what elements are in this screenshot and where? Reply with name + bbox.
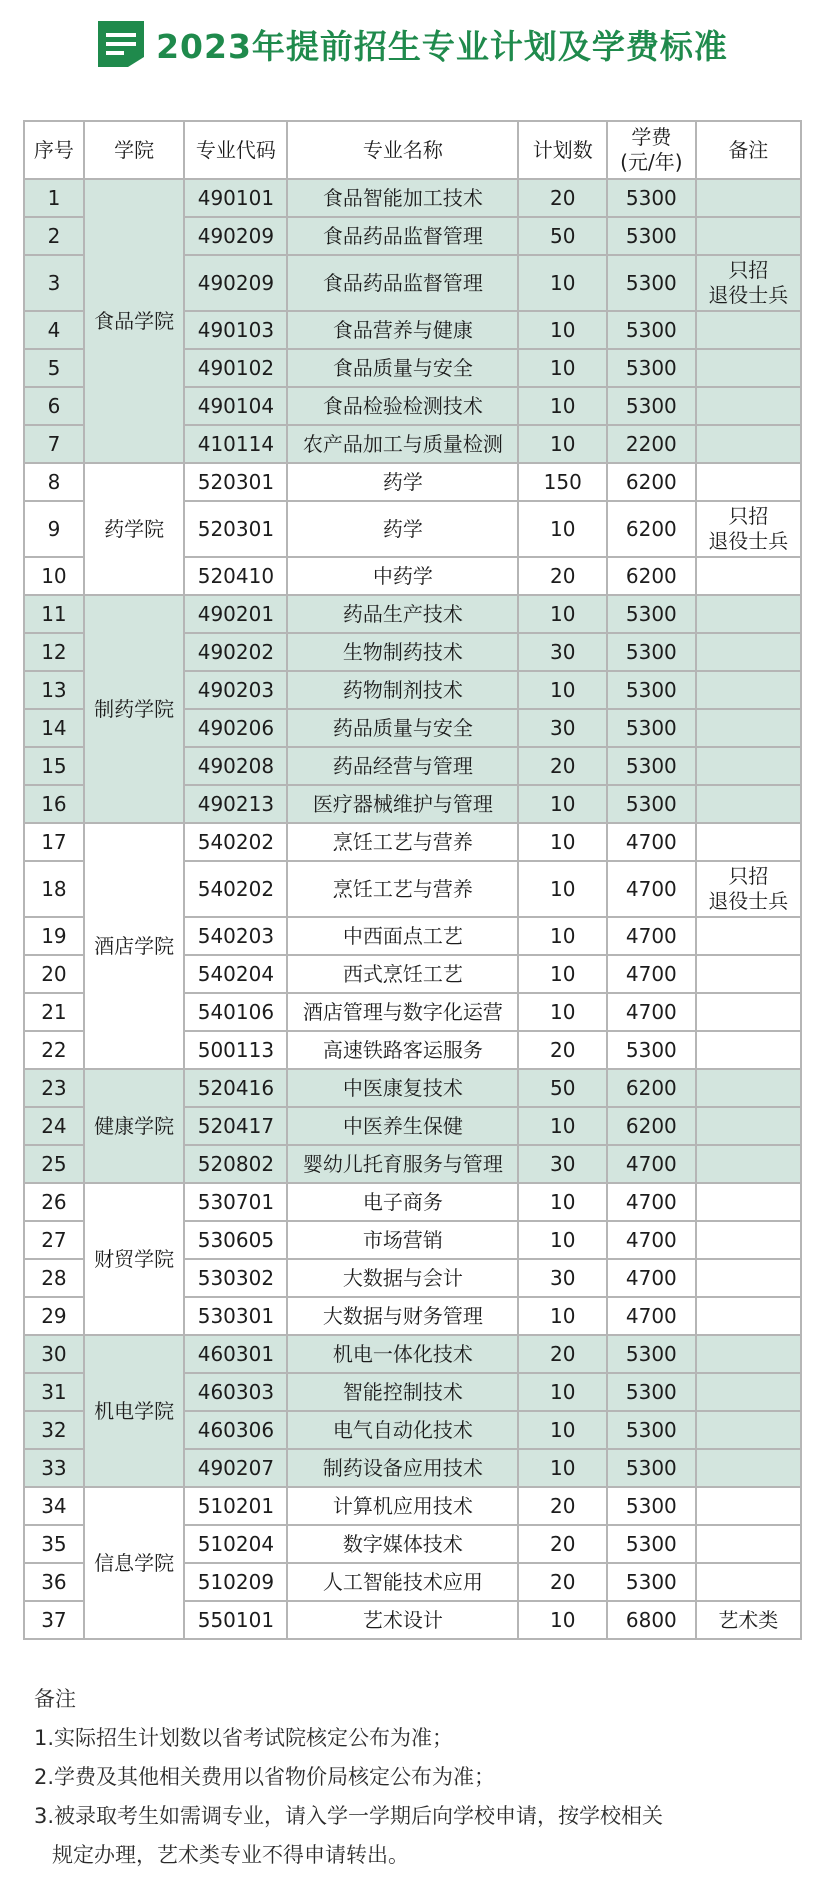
major-code: 460301 bbox=[184, 1335, 287, 1373]
remark-cell bbox=[696, 425, 801, 463]
remark-text: 退役士兵 bbox=[708, 889, 789, 913]
major-name: 食品药品监督管理 bbox=[287, 217, 518, 255]
major-code: 490104 bbox=[184, 387, 287, 425]
plan-count: 10 bbox=[518, 671, 607, 709]
major-code: 460306 bbox=[184, 1411, 287, 1449]
row-no: 18 bbox=[24, 861, 84, 917]
major-name: 食品检验检测技术 bbox=[287, 387, 518, 425]
remark-cell bbox=[696, 1373, 801, 1411]
row-no: 19 bbox=[24, 917, 84, 955]
major-name: 数字媒体技术 bbox=[287, 1525, 518, 1563]
row-no: 17 bbox=[24, 823, 84, 861]
major-name: 药品生产技术 bbox=[287, 595, 518, 633]
college-cell: 酒店学院 bbox=[84, 823, 185, 1069]
plan-count: 10 bbox=[518, 425, 607, 463]
remark-cell bbox=[696, 1487, 801, 1525]
major-code: 490102 bbox=[184, 349, 287, 387]
major-name: 中西面点工艺 bbox=[287, 917, 518, 955]
major-name: 药学 bbox=[287, 501, 518, 557]
major-name: 大数据与财务管理 bbox=[287, 1297, 518, 1335]
plan-count: 20 bbox=[518, 1031, 607, 1069]
major-name: 中药学 bbox=[287, 557, 518, 595]
plan-count: 10 bbox=[518, 595, 607, 633]
college-cell: 信息学院 bbox=[84, 1487, 185, 1639]
major-code: 490103 bbox=[184, 311, 287, 349]
remark-cell bbox=[696, 861, 801, 917]
plan-count: 10 bbox=[518, 955, 607, 993]
tuition-fee: 5300 bbox=[607, 1335, 696, 1373]
tuition-fee: 5300 bbox=[607, 747, 696, 785]
remark-cell bbox=[696, 387, 801, 425]
tuition-fee: 5300 bbox=[607, 1525, 696, 1563]
plan-count: 30 bbox=[518, 633, 607, 671]
college-cell: 机电学院 bbox=[84, 1335, 185, 1487]
tuition-fee: 5300 bbox=[607, 1449, 696, 1487]
remark-cell bbox=[696, 179, 801, 217]
remark-cell bbox=[696, 993, 801, 1031]
tuition-fee: 5300 bbox=[607, 1031, 696, 1069]
major-code: 460303 bbox=[184, 1373, 287, 1411]
remark-cell bbox=[696, 311, 801, 349]
major-code: 530701 bbox=[184, 1183, 287, 1221]
tuition-fee: 2200 bbox=[607, 425, 696, 463]
plan-count: 20 bbox=[518, 747, 607, 785]
remark-cell bbox=[696, 747, 801, 785]
tuition-fee: 5300 bbox=[607, 311, 696, 349]
remark-cell bbox=[696, 1449, 801, 1487]
row-no: 7 bbox=[24, 425, 84, 463]
remark-cell bbox=[696, 1183, 801, 1221]
row-no: 20 bbox=[24, 955, 84, 993]
remark-text: 退役士兵 bbox=[708, 529, 789, 553]
notes-heading: 备注 bbox=[34, 1687, 76, 1711]
major-code: 520301 bbox=[184, 463, 287, 501]
remark-cell bbox=[696, 501, 801, 557]
college-cell: 财贸学院 bbox=[84, 1183, 185, 1335]
row-no: 35 bbox=[24, 1525, 84, 1563]
remark-cell bbox=[696, 1221, 801, 1259]
plan-count: 10 bbox=[518, 823, 607, 861]
row-no: 33 bbox=[24, 1449, 84, 1487]
header-fee-line2: (元/年) bbox=[620, 150, 683, 174]
major-code: 520802 bbox=[184, 1145, 287, 1183]
tuition-fee: 6200 bbox=[607, 501, 696, 557]
major-code: 530301 bbox=[184, 1297, 287, 1335]
tuition-fee: 5300 bbox=[607, 633, 696, 671]
plan-count: 10 bbox=[518, 1449, 607, 1487]
tuition-fee: 5300 bbox=[607, 595, 696, 633]
major-name: 婴幼儿托育服务与管理 bbox=[287, 1145, 518, 1183]
major-code: 490213 bbox=[184, 785, 287, 823]
tuition-fee: 4700 bbox=[607, 1221, 696, 1259]
major-name: 生物制药技术 bbox=[287, 633, 518, 671]
plan-count: 20 bbox=[518, 1487, 607, 1525]
major-name: 制药设备应用技术 bbox=[287, 1449, 518, 1487]
plan-count: 30 bbox=[518, 1259, 607, 1297]
tuition-fee: 4700 bbox=[607, 917, 696, 955]
notes-section bbox=[34, 1680, 794, 1875]
plan-count: 10 bbox=[518, 387, 607, 425]
major-name: 中医养生保健 bbox=[287, 1107, 518, 1145]
plan-count: 50 bbox=[518, 1069, 607, 1107]
major-name: 人工智能技术应用 bbox=[287, 1563, 518, 1601]
plan-count: 10 bbox=[518, 255, 607, 311]
page-header bbox=[0, 12, 822, 76]
plan-count: 10 bbox=[518, 1297, 607, 1335]
remark-cell bbox=[696, 1297, 801, 1335]
remark-cell bbox=[696, 217, 801, 255]
major-name: 食品质量与安全 bbox=[287, 349, 518, 387]
major-code: 520410 bbox=[184, 557, 287, 595]
major-name: 大数据与会计 bbox=[287, 1259, 518, 1297]
remark-cell bbox=[696, 955, 801, 993]
remark-cell bbox=[696, 1525, 801, 1563]
major-name: 食品营养与健康 bbox=[287, 311, 518, 349]
table-row bbox=[24, 1335, 801, 1373]
table-row bbox=[24, 1183, 801, 1221]
tuition-fee: 5300 bbox=[607, 709, 696, 747]
college-cell: 食品学院 bbox=[84, 179, 185, 463]
remark-cell bbox=[696, 349, 801, 387]
tuition-fee: 4700 bbox=[607, 1297, 696, 1335]
row-no: 28 bbox=[24, 1259, 84, 1297]
plan-count: 10 bbox=[518, 1221, 607, 1259]
row-no: 14 bbox=[24, 709, 84, 747]
table-row bbox=[24, 823, 801, 861]
major-code: 490203 bbox=[184, 671, 287, 709]
row-no: 37 bbox=[24, 1601, 84, 1639]
row-no: 13 bbox=[24, 671, 84, 709]
row-no: 3 bbox=[24, 255, 84, 311]
plan-count: 20 bbox=[518, 1525, 607, 1563]
major-code: 540203 bbox=[184, 917, 287, 955]
major-name: 烹饪工艺与营养 bbox=[287, 823, 518, 861]
tuition-fee: 5300 bbox=[607, 671, 696, 709]
row-no: 29 bbox=[24, 1297, 84, 1335]
major-code: 540202 bbox=[184, 823, 287, 861]
remark-cell bbox=[696, 709, 801, 747]
remark-cell bbox=[696, 823, 801, 861]
tuition-fee: 4700 bbox=[607, 1183, 696, 1221]
plan-count: 20 bbox=[518, 1335, 607, 1373]
row-no: 11 bbox=[24, 595, 84, 633]
plan-count: 30 bbox=[518, 709, 607, 747]
row-no: 10 bbox=[24, 557, 84, 595]
row-no: 32 bbox=[24, 1411, 84, 1449]
plan-count: 10 bbox=[518, 501, 607, 557]
table-row bbox=[24, 595, 801, 633]
plan-count: 30 bbox=[518, 1145, 607, 1183]
major-name: 酒店管理与数字化运营 bbox=[287, 993, 518, 1031]
remark-text: 只招 bbox=[728, 864, 769, 888]
tuition-fee: 4700 bbox=[607, 955, 696, 993]
tuition-fee: 5300 bbox=[607, 255, 696, 311]
major-name: 医疗器械维护与管理 bbox=[287, 785, 518, 823]
tuition-fee: 4700 bbox=[607, 861, 696, 917]
plan-count: 50 bbox=[518, 217, 607, 255]
row-no: 34 bbox=[24, 1487, 84, 1525]
plan-count: 10 bbox=[518, 785, 607, 823]
remark-cell bbox=[696, 917, 801, 955]
row-no: 12 bbox=[24, 633, 84, 671]
major-name: 机电一体化技术 bbox=[287, 1335, 518, 1373]
major-name: 药品质量与安全 bbox=[287, 709, 518, 747]
row-no: 8 bbox=[24, 463, 84, 501]
row-no: 26 bbox=[24, 1183, 84, 1221]
plan-count: 150 bbox=[518, 463, 607, 501]
tuition-fee: 6200 bbox=[607, 1069, 696, 1107]
tuition-fee: 6200 bbox=[607, 1107, 696, 1145]
major-code: 520301 bbox=[184, 501, 287, 557]
tuition-fee: 4700 bbox=[607, 993, 696, 1031]
header-plan: 计划数 bbox=[518, 121, 607, 179]
row-no: 25 bbox=[24, 1145, 84, 1183]
plan-count: 20 bbox=[518, 1563, 607, 1601]
document-list-icon bbox=[94, 17, 148, 71]
tuition-fee: 5300 bbox=[607, 217, 696, 255]
remark-cell bbox=[696, 1145, 801, 1183]
major-code: 490101 bbox=[184, 179, 287, 217]
major-code: 410114 bbox=[184, 425, 287, 463]
major-name: 中医康复技术 bbox=[287, 1069, 518, 1107]
tuition-fee: 6800 bbox=[607, 1601, 696, 1639]
major-name: 电子商务 bbox=[287, 1183, 518, 1221]
tuition-fee: 6200 bbox=[607, 463, 696, 501]
major-name: 高速铁路客运服务 bbox=[287, 1031, 518, 1069]
major-code: 490201 bbox=[184, 595, 287, 633]
header-code: 专业代码 bbox=[184, 121, 287, 179]
note-item: 2.学费及其他相关费用以省物价局核定公布为准； bbox=[34, 1765, 496, 1789]
major-code: 490209 bbox=[184, 255, 287, 311]
row-no: 2 bbox=[24, 217, 84, 255]
major-name: 计算机应用技术 bbox=[287, 1487, 518, 1525]
major-code: 510201 bbox=[184, 1487, 287, 1525]
tuition-fee: 4700 bbox=[607, 1145, 696, 1183]
row-no: 6 bbox=[24, 387, 84, 425]
major-code: 490207 bbox=[184, 1449, 287, 1487]
row-no: 31 bbox=[24, 1373, 84, 1411]
plan-count: 10 bbox=[518, 1411, 607, 1449]
major-name: 西式烹饪工艺 bbox=[287, 955, 518, 993]
row-no: 15 bbox=[24, 747, 84, 785]
row-no: 23 bbox=[24, 1069, 84, 1107]
major-code: 540106 bbox=[184, 993, 287, 1031]
major-name: 艺术设计 bbox=[287, 1601, 518, 1639]
remark-cell bbox=[696, 595, 801, 633]
tuition-fee: 5300 bbox=[607, 349, 696, 387]
tuition-fee: 5300 bbox=[607, 1487, 696, 1525]
major-code: 510209 bbox=[184, 1563, 287, 1601]
plan-count: 10 bbox=[518, 993, 607, 1031]
college-cell: 药学院 bbox=[84, 463, 185, 595]
plan-count: 20 bbox=[518, 557, 607, 595]
header-college: 学院 bbox=[84, 121, 185, 179]
remark-text: 退役士兵 bbox=[708, 283, 789, 307]
remark-cell bbox=[696, 1601, 801, 1639]
major-code: 540202 bbox=[184, 861, 287, 917]
major-code: 490206 bbox=[184, 709, 287, 747]
tuition-fee: 5300 bbox=[607, 179, 696, 217]
college-cell: 健康学院 bbox=[84, 1069, 185, 1183]
major-name: 烹饪工艺与营养 bbox=[287, 861, 518, 917]
row-no: 27 bbox=[24, 1221, 84, 1259]
note-item: 规定办理，艺术类专业不得申请转出。 bbox=[52, 1843, 409, 1867]
table-header-row bbox=[24, 121, 801, 179]
plan-count: 10 bbox=[518, 861, 607, 917]
plan-count: 10 bbox=[518, 1373, 607, 1411]
remark-cell bbox=[696, 1563, 801, 1601]
tuition-fee: 5300 bbox=[607, 1411, 696, 1449]
college-cell: 制药学院 bbox=[84, 595, 185, 823]
remark-cell bbox=[696, 557, 801, 595]
tuition-fee: 5300 bbox=[607, 1563, 696, 1601]
header-major: 专业名称 bbox=[287, 121, 518, 179]
plan-count: 10 bbox=[518, 349, 607, 387]
major-name: 药物制剂技术 bbox=[287, 671, 518, 709]
tuition-fee: 4700 bbox=[607, 823, 696, 861]
table-body bbox=[24, 179, 801, 1639]
row-no: 21 bbox=[24, 993, 84, 1031]
major-name: 市场营销 bbox=[287, 1221, 518, 1259]
major-code: 490208 bbox=[184, 747, 287, 785]
plan-count: 10 bbox=[518, 1183, 607, 1221]
major-code: 550101 bbox=[184, 1601, 287, 1639]
remark-cell bbox=[696, 785, 801, 823]
major-code: 540204 bbox=[184, 955, 287, 993]
tuition-fee: 5300 bbox=[607, 1373, 696, 1411]
remark-text: 艺术类 bbox=[718, 1607, 779, 1632]
enrollment-plan-table bbox=[23, 120, 802, 1640]
major-code: 510204 bbox=[184, 1525, 287, 1563]
remark-cell bbox=[696, 1259, 801, 1297]
row-no: 22 bbox=[24, 1031, 84, 1069]
major-code: 500113 bbox=[184, 1031, 287, 1069]
table-row bbox=[24, 1069, 801, 1107]
major-code: 490202 bbox=[184, 633, 287, 671]
table-row bbox=[24, 463, 801, 501]
tuition-fee: 5300 bbox=[607, 785, 696, 823]
major-name: 食品智能加工技术 bbox=[287, 179, 518, 217]
header-remark: 备注 bbox=[696, 121, 801, 179]
major-name: 电气自动化技术 bbox=[287, 1411, 518, 1449]
remark-cell bbox=[696, 463, 801, 501]
row-no: 16 bbox=[24, 785, 84, 823]
major-code: 490209 bbox=[184, 217, 287, 255]
row-no: 1 bbox=[24, 179, 84, 217]
plan-count: 10 bbox=[518, 917, 607, 955]
page-title: 2023年提前招生专业计划及学费标准 bbox=[156, 26, 728, 66]
row-no: 9 bbox=[24, 501, 84, 557]
remark-text: 只招 bbox=[728, 258, 769, 282]
tuition-fee: 4700 bbox=[607, 1259, 696, 1297]
plan-count: 10 bbox=[518, 1601, 607, 1639]
major-code: 530302 bbox=[184, 1259, 287, 1297]
header-no: 序号 bbox=[24, 121, 84, 179]
plan-count: 10 bbox=[518, 311, 607, 349]
remark-cell bbox=[696, 255, 801, 311]
row-no: 4 bbox=[24, 311, 84, 349]
remark-cell bbox=[696, 1335, 801, 1373]
table-row bbox=[24, 179, 801, 217]
note-item: 3.被录取考生如需调专业，请入学一学期后向学校申请，按学校相关 bbox=[34, 1804, 664, 1828]
remark-cell bbox=[696, 1107, 801, 1145]
row-no: 24 bbox=[24, 1107, 84, 1145]
major-code: 530605 bbox=[184, 1221, 287, 1259]
table-row bbox=[24, 1487, 801, 1525]
major-name: 药品经营与管理 bbox=[287, 747, 518, 785]
tuition-fee: 6200 bbox=[607, 557, 696, 595]
major-code: 520417 bbox=[184, 1107, 287, 1145]
major-code: 520416 bbox=[184, 1069, 287, 1107]
major-name: 药学 bbox=[287, 463, 518, 501]
major-name: 智能控制技术 bbox=[287, 1373, 518, 1411]
plan-count: 10 bbox=[518, 1107, 607, 1145]
remark-cell bbox=[696, 633, 801, 671]
major-name: 农产品加工与质量检测 bbox=[287, 425, 518, 463]
row-no: 5 bbox=[24, 349, 84, 387]
tuition-fee: 5300 bbox=[607, 387, 696, 425]
remark-cell bbox=[696, 1069, 801, 1107]
major-name: 食品药品监督管理 bbox=[287, 255, 518, 311]
note-item: 1.实际招生计划数以省考试院核定公布为准； bbox=[34, 1726, 454, 1750]
remark-text: 只招 bbox=[728, 504, 769, 528]
row-no: 30 bbox=[24, 1335, 84, 1373]
plan-count: 20 bbox=[518, 179, 607, 217]
header-fee-line1: 学费 bbox=[631, 125, 672, 149]
remark-cell bbox=[696, 1031, 801, 1069]
remark-cell bbox=[696, 671, 801, 709]
header-fee bbox=[607, 121, 696, 179]
remark-cell bbox=[696, 1411, 801, 1449]
row-no: 36 bbox=[24, 1563, 84, 1601]
